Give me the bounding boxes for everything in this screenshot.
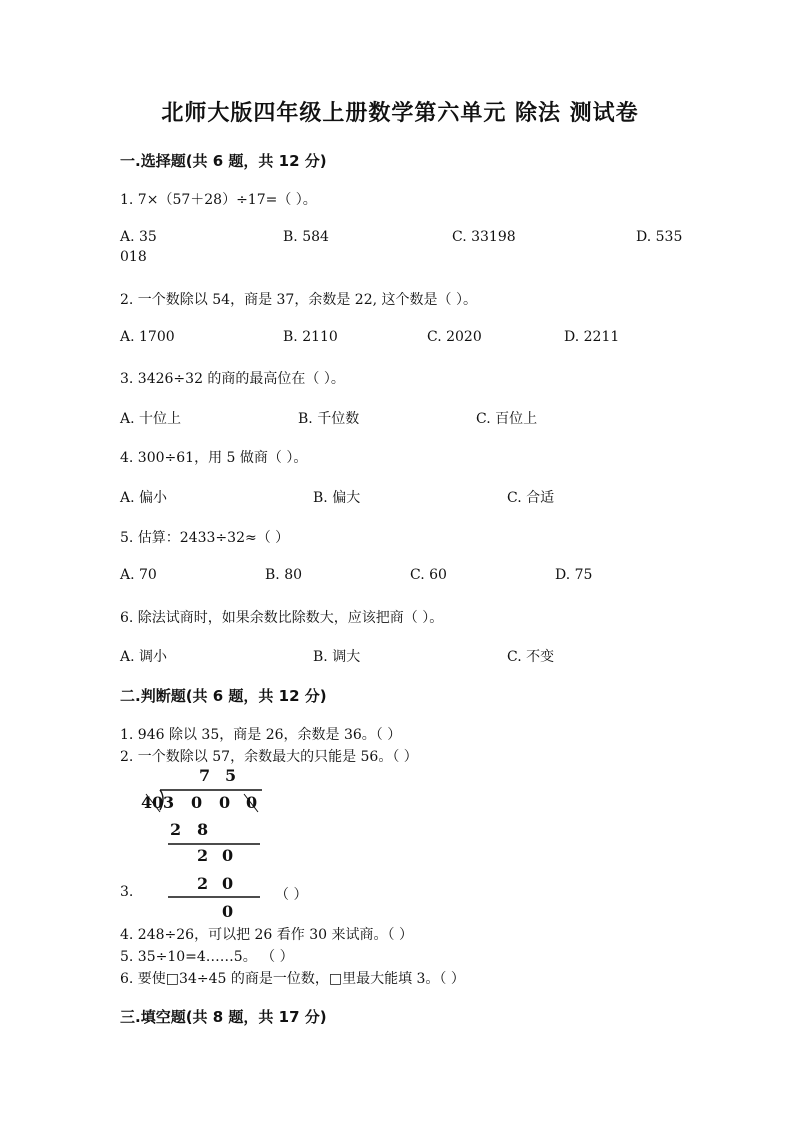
section-heading-choice: 一.选择题(共 6 题，共 12 分) xyxy=(120,152,327,170)
long-division-figure xyxy=(130,764,270,924)
option-4a: A. 偏小 xyxy=(120,490,168,506)
step-digit: 2 xyxy=(197,874,209,893)
judge-item-3-answer: （ ） xyxy=(275,887,308,903)
option-3a: A. 十位上 xyxy=(120,411,182,427)
option-6c: C. 不变 xyxy=(507,649,555,665)
question-5: 5. 估算：2433÷32≈（ ） xyxy=(120,530,290,546)
option-5a: A. 70 xyxy=(120,567,157,583)
question-1: 1. 7×（57＋28）÷17=（ ）。 xyxy=(120,192,317,208)
question-3: 3. 3426÷32 的商的最高位在（ ）。 xyxy=(120,371,345,387)
option-1d-wrap: 018 xyxy=(120,249,147,265)
option-4c: C. 合适 xyxy=(507,490,555,506)
option-1c: C. 33198 xyxy=(452,229,516,245)
judge-item-6: 6. 要使□34÷45 的商是一位数，□里最大能填 3。（ ） xyxy=(120,971,465,987)
divisor: 40 xyxy=(141,793,164,812)
page-title: 北师大版四年级上册数学第六单元 除法 测试卷 xyxy=(161,101,639,126)
step-digit: 0 xyxy=(222,846,234,865)
dividend-digit: 3 xyxy=(163,793,175,812)
section-heading-fill: 三.填空题(共 8 题，共 17 分) xyxy=(120,1008,327,1026)
option-6a: A. 调小 xyxy=(120,649,168,665)
option-2b: B. 2110 xyxy=(283,329,338,345)
option-3b: B. 千位数 xyxy=(298,411,360,427)
judge-item-5: 5. 35÷10=4……5。 （ ） xyxy=(120,949,294,965)
dividend-digit: 0 xyxy=(219,793,231,812)
option-1d: D. 535 xyxy=(636,229,683,245)
step-digit: 2 xyxy=(170,820,182,839)
remainder: 0 xyxy=(222,902,234,921)
option-3c: C. 百位上 xyxy=(476,411,538,427)
option-1a: A. 35 xyxy=(120,229,157,245)
option-1b: B. 584 xyxy=(283,229,329,245)
section-heading-judge: 二.判断题(共 6 题，共 12 分) xyxy=(120,687,327,705)
option-2c: C. 2020 xyxy=(427,329,482,345)
judge-item-2: 2. 一个数除以 57，余数最大的只能是 56。（ ） xyxy=(120,749,418,765)
question-4: 4. 300÷61，用 5 做商（ ）。 xyxy=(120,450,308,466)
step-digit: 8 xyxy=(197,820,209,839)
dividend-digit: 0 xyxy=(246,793,258,812)
option-4b: B. 偏大 xyxy=(313,490,361,506)
question-6: 6. 除法试商时，如果余数比除数大，应该把商（ ）。 xyxy=(120,610,444,626)
option-5d: D. 75 xyxy=(555,567,593,583)
dividend-digit: 0 xyxy=(191,793,203,812)
option-6b: B. 调大 xyxy=(313,649,361,665)
question-2: 2. 一个数除以 54，商是 37，余数是 22, 这个数是（ ）。 xyxy=(120,292,477,308)
step-digit: 0 xyxy=(222,874,234,893)
judge-item-4: 4. 248÷26，可以把 26 看作 30 来试商。（ ） xyxy=(120,927,413,943)
option-2d: D. 2211 xyxy=(564,329,620,345)
judge-item-3: 3. xyxy=(120,884,134,900)
option-5c: C. 60 xyxy=(410,567,447,583)
step-digit: 2 xyxy=(197,846,209,865)
quotient-digit: 5 xyxy=(225,766,237,785)
quotient-digit: 7 xyxy=(199,766,211,785)
option-2a: A. 1700 xyxy=(120,329,175,345)
option-5b: B. 80 xyxy=(265,567,303,583)
judge-item-1: 1. 946 除以 35，商是 26，余数是 36。（ ） xyxy=(120,727,402,743)
